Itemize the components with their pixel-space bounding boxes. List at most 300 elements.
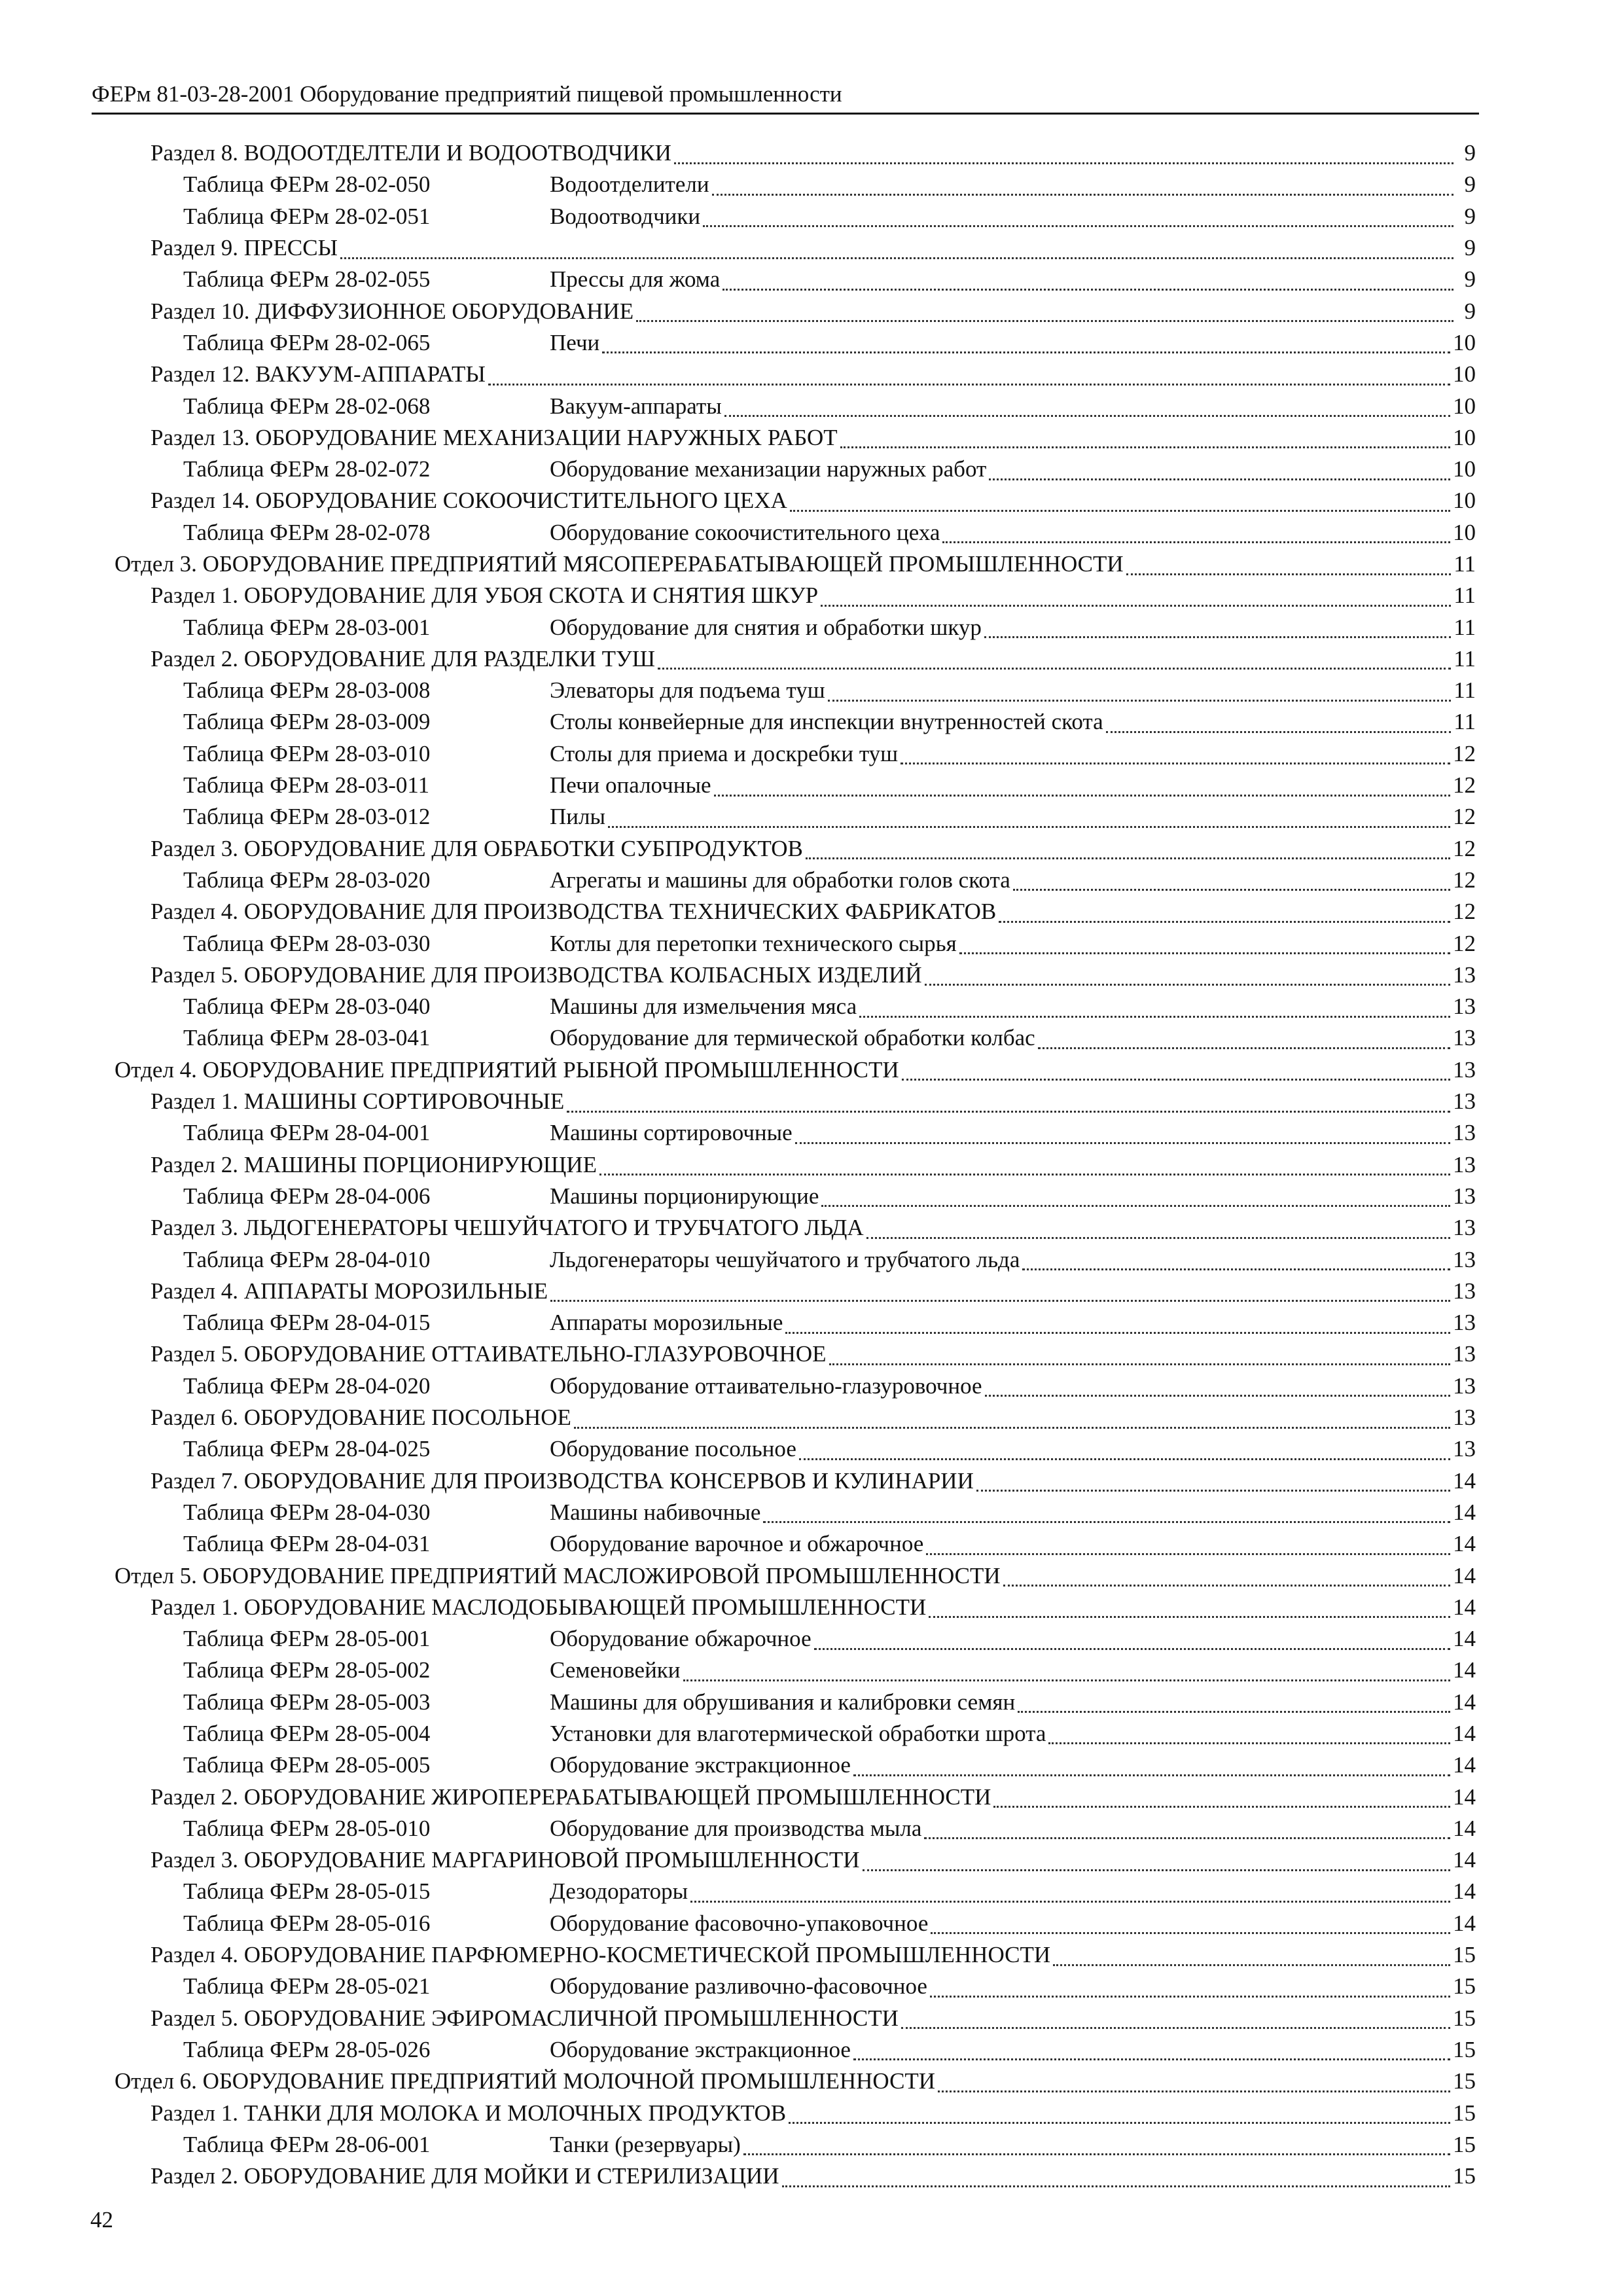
dot-leader [1013,869,1450,891]
dot-leader [866,1217,1450,1239]
dot-leader [683,1660,1450,1681]
toc-entry-table[interactable] [115,1117,1476,1149]
toc-entry-razdel[interactable] [115,2003,1476,2034]
toc-table-code: Таблица ФЕРм 28-04-006 [183,1183,431,1209]
page-header [92,73,1479,115]
toc-entry-title: Раздел 1. МАШИНЫ СОРТИРОВОЧНЫЕ [151,1088,565,1115]
toc-entry-title: Прессы для жома [550,266,721,293]
dot-leader [567,1091,1450,1113]
toc-page-number: 10 [1453,456,1476,482]
toc-page-number: 15 [1453,2100,1476,2126]
toc-entry-title: Раздел 13. ОБОРУДОВАНИЕ МЕХАНИЗАЦИИ НАРУЖНЫХ РАБОТ [151,424,838,450]
dot-leader [814,1628,1450,1650]
toc-entry-title: Раздел 1. ОБОРУДОВАНИЕ ДЛЯ УБОЯ СКОТА И СНЯТИЯ ШКУР [151,583,819,609]
dot-leader [674,143,1454,164]
toc-table-code: Таблица ФЕРм 28-03-010 [183,740,431,766]
toc-entry-table[interactable] [115,169,1476,200]
toc-entry-table[interactable] [115,1022,1476,1054]
toc-entry-title: Раздел 5. ОБОРУДОВАНИЕ ДЛЯ ПРОИЗВОДСТВА КОЛБАСНЫХ ИЗДЕЛИЙ [151,961,922,988]
toc-entry-title: Оборудование сокоочистительного цеха [550,519,940,545]
toc-entry-razdel[interactable] [115,485,1476,516]
toc-page-number: 11 [1454,551,1476,577]
toc-page-number: 12 [1453,867,1476,893]
toc-entry-title: Оборудование механизации наружных работ [550,456,987,482]
toc-table-code: Таблица ФЕРм 28-03-041 [183,1025,431,1051]
toc-entry-title: Машины сортировочные [550,1120,793,1146]
toc-page-number: 9 [1464,235,1476,261]
toc-entry-title: Печи опалочные [550,772,711,798]
toc-entry-title: Оборудование посольное [550,1436,796,1462]
toc-entry-title: Оборудование фасовочно-упаковочное [550,1910,929,1936]
dot-leader [859,996,1450,1018]
toc-entry-table[interactable] [115,517,1476,548]
dot-leader [930,1976,1450,1998]
toc-table-code: Таблица ФЕРм 28-05-016 [183,1910,431,1936]
toc-entry-razdel[interactable] [115,1465,1476,1496]
toc-entry-table[interactable] [115,1623,1476,1655]
toc-entry-razdel[interactable] [115,1781,1476,1812]
dot-leader [993,1786,1450,1808]
toc-entry-table[interactable] [115,1307,1476,1338]
toc-page-number: 11 [1454,709,1476,735]
dot-leader [722,269,1454,291]
toc-entry-table[interactable] [115,2034,1476,2066]
toc-page-number: 14 [1453,1878,1476,1905]
toc-page-number: 9 [1464,266,1476,293]
toc-page-number: 13 [1453,1436,1476,1462]
dot-leader [799,1439,1450,1460]
toc-page-number: 15 [1453,2068,1476,2094]
toc-entry-otdel[interactable] [115,1560,1476,1591]
toc-table-code: Таблица ФЕРм 28-05-003 [183,1689,431,1715]
toc-entry-table[interactable] [115,327,1476,359]
toc-entry-title: Раздел 9. ПРЕССЫ [151,235,338,261]
dot-leader [690,1881,1450,1903]
toc-page-number: 14 [1453,1657,1476,1683]
toc-entry-razdel[interactable] [115,833,1476,865]
toc-page-number: 14 [1453,1910,1476,1936]
toc-page-number: 13 [1453,1183,1476,1209]
toc-entry-table[interactable] [115,1718,1476,1749]
dot-leader [931,1912,1450,1934]
dot-leader [806,838,1450,859]
toc-page-number: 12 [1453,899,1476,925]
dot-leader [1106,711,1452,733]
toc-entry-title: Раздел 1. ТАНКИ ДЛЯ МОЛОКА И МОЛОЧНЫХ ПРОДУКТОВ [151,2100,787,2126]
toc-entry-table[interactable] [115,1181,1476,1212]
toc-table-code: Таблица ФЕРм 28-02-078 [183,519,431,545]
toc-entry-title: Печи [550,329,600,355]
toc-entry-table[interactable] [115,611,1476,643]
toc-page-number: 14 [1453,1626,1476,1652]
dot-leader [599,1154,1450,1175]
table-of-contents [115,137,1476,2192]
toc-page-number: 15 [1453,2005,1476,2031]
toc-entry-title: Раздел 6. ОБОРУДОВАНИЕ ПОСОЛЬНОЕ [151,1405,571,1431]
toc-table-code: Таблица ФЕРм 28-03-009 [183,709,431,735]
toc-page-number: 10 [1453,329,1476,355]
toc-entry-table[interactable] [115,1908,1476,1939]
dot-leader [340,238,1454,259]
toc-page-number: 14 [1453,1752,1476,1778]
dot-leader [901,743,1450,764]
dot-leader [863,1850,1450,1871]
toc-table-code: Таблица ФЕРм 28-05-005 [183,1752,431,1778]
toc-page-number: 13 [1453,1405,1476,1431]
toc-page-number: 9 [1464,203,1476,229]
toc-table-code: Таблица ФЕРм 28-02-065 [183,329,431,355]
toc-entry-title: Машины порционирующие [550,1183,819,1209]
dot-leader [574,1407,1450,1429]
toc-entry-title: Раздел 2. МАШИНЫ ПОРЦИОНИРУЮЩИЕ [151,1151,597,1177]
toc-entry-table[interactable] [115,201,1476,232]
toc-entry-table[interactable] [115,770,1476,801]
toc-page-number: 10 [1453,424,1476,450]
toc-entry-title: Столы конвейерные для инспекции внутренностей скота [550,709,1103,735]
toc-entry-title: Раздел 3. ОБОРУДОВАНИЕ ДЛЯ ОБРАБОТКИ СУБПРОДУКТОВ [151,835,803,861]
dot-leader [959,933,1450,954]
dot-leader [712,174,1454,196]
toc-page-number: 13 [1453,1341,1476,1367]
toc-page-number: 13 [1453,1025,1476,1051]
dot-leader [1053,1945,1450,1966]
dot-leader [714,775,1450,797]
toc-entry-title: Оборудование разливочно-фасовочное [550,1973,927,2000]
toc-entry-title: Оборудование оттаивательно-глазуровочное [550,1372,982,1399]
toc-entry-otdel[interactable] [115,2066,1476,2097]
dot-leader [1048,1723,1450,1744]
toc-entry-title: Отдел 6. ОБОРУДОВАНИЕ ПРЕДПРИЯТИЙ МОЛОЧНОЙ ПРОМЫШЛЕННОСТИ [115,2068,936,2094]
dot-leader [853,2039,1450,2060]
toc-page-number: 12 [1453,772,1476,798]
toc-entry-razdel[interactable] [115,2097,1476,2128]
dot-leader [636,300,1454,322]
toc-page-number: 14 [1453,1784,1476,1810]
toc-entry-table[interactable] [115,1655,1476,1686]
dot-leader [924,1818,1450,1839]
toc-entry-table[interactable] [115,264,1476,295]
dot-leader [926,1534,1450,1555]
toc-page-number: 9 [1464,298,1476,324]
toc-table-code: Таблица ФЕРм 28-02-051 [183,203,431,229]
toc-page-number: 13 [1453,1278,1476,1304]
toc-table-code: Таблица ФЕРм 28-05-001 [183,1626,431,1652]
toc-entry-title: Котлы для перетопки технического сырья [550,930,957,956]
toc-entry-razdel[interactable] [115,1086,1476,1117]
toc-page-number: 14 [1453,1594,1476,1620]
dot-leader [821,585,1451,607]
dot-leader [901,2007,1450,2029]
dot-leader [989,459,1450,480]
toc-table-code: Таблица ФЕРм 28-03-001 [183,614,431,640]
toc-entry-title: Отдел 4. ОБОРУДОВАНИЕ ПРЕДПРИЯТИЙ РЫБНОЙ ПРОМЫШЛЕННОСТИ [115,1056,899,1083]
toc-page-number: 11 [1454,677,1476,704]
toc-page-number: 10 [1453,519,1476,545]
toc-entry-razdel[interactable] [115,1844,1476,1876]
toc-page-number: 13 [1453,961,1476,988]
toc-entry-table[interactable] [115,1876,1476,1907]
toc-entry-table[interactable] [115,454,1476,485]
toc-entry-razdel[interactable] [115,2161,1476,2192]
dot-leader [1022,1249,1450,1270]
dot-leader [985,1375,1450,1397]
dot-leader [1003,1565,1450,1587]
toc-entry-title: Столы для приема и доскребки туш [550,740,899,766]
toc-entry-table[interactable] [115,1813,1476,1844]
page-number: 42 [90,2207,113,2233]
toc-page-number: 9 [1464,140,1476,166]
toc-page-number: 9 [1464,171,1476,198]
toc-entry-razdel[interactable] [115,1592,1476,1623]
toc-entry-razdel[interactable] [115,1939,1476,1971]
toc-page-number: 14 [1453,1562,1476,1588]
toc-table-code: Таблица ФЕРм 28-03-020 [183,867,431,893]
dot-leader [984,617,1451,638]
dot-leader [999,901,1450,923]
dot-leader [790,490,1450,512]
toc-entry-title: Танки (резервуары) [550,2131,741,2157]
toc-entry-table[interactable] [115,390,1476,422]
toc-table-code: Таблица ФЕРм 28-02-068 [183,393,431,419]
toc-table-code: Таблица ФЕРм 28-03-030 [183,930,431,956]
toc-table-code: Таблица ФЕРм 28-03-008 [183,677,431,704]
toc-page-number: 12 [1453,804,1476,830]
toc-entry-razdel[interactable] [115,295,1476,327]
toc-page-number: 13 [1453,1310,1476,1336]
toc-page-number: 14 [1453,1499,1476,1525]
toc-entry-table[interactable] [115,706,1476,738]
dot-leader [829,1344,1450,1365]
toc-entry-title: Раздел 2. ОБОРУДОВАНИЕ ДЛЯ МОЙКИ И СТЕРИЛИЗАЦИИ [151,2163,779,2189]
toc-entry-title: Раздел 2. ОБОРУДОВАНИЕ ДЛЯ РАЗДЕЛКИ ТУШ [151,645,656,672]
toc-page-number: 15 [1453,1973,1476,2000]
toc-page-number: 12 [1453,740,1476,766]
toc-entry-table[interactable] [115,1433,1476,1465]
toc-page-number: 15 [1453,2036,1476,2062]
dot-leader [938,2071,1450,2092]
toc-entry-table[interactable] [115,738,1476,770]
toc-entry-title: Оборудование экстракционное [550,2036,851,2062]
dot-leader [550,1280,1450,1302]
toc-entry-razdel[interactable] [115,232,1476,264]
toc-entry-razdel[interactable] [115,896,1476,927]
toc-table-code: Таблица ФЕРм 28-05-010 [183,1815,431,1841]
toc-page-number: 10 [1453,393,1476,419]
dot-leader [763,1501,1450,1523]
toc-entry-title: Водоотводчики [550,203,701,229]
toc-page-number: 14 [1453,1815,1476,1841]
toc-table-code: Таблица ФЕРм 28-04-030 [183,1499,431,1525]
toc-entry-title: Раздел 1. ОБОРУДОВАНИЕ МАСЛОДОБЫВАЮЩЕЙ ПРОМЫШЛЕННОСТИ [151,1594,927,1620]
dot-leader [840,427,1450,448]
toc-entry-title: Раздел 3. ЛЬДОГЕНЕРАТОРЫ ЧЕШУЙЧАТОГО И ТРУБЧАТОГО ЛЬДА [151,1215,864,1241]
toc-entry-title: Раздел 10. ДИФФУЗИОННОЕ ОБОРУДОВАНИЕ [151,298,634,324]
dot-leader [929,1596,1450,1618]
toc-entry-table[interactable] [115,927,1476,959]
toc-entry-razdel[interactable] [115,643,1476,675]
toc-entry-otdel[interactable] [115,548,1476,580]
toc-page-number: 12 [1453,835,1476,861]
toc-page-number: 14 [1453,1531,1476,1557]
dot-leader [821,1185,1450,1207]
toc-entry-title: Аппараты морозильные [550,1310,783,1336]
toc-entry-title: Отдел 3. ОБОРУДОВАНИЕ ПРЕДПРИЯТИЙ МЯСОПЕРЕРАБАТЫВАЮЩЕЙ ПРОМЫШЛЕННОСТИ [115,551,1124,577]
dot-leader [1038,1028,1450,1049]
toc-entry-title: Раздел 5. ОБОРУДОВАНИЕ ЭФИРОМАСЛИЧНОЙ ПРОМЫШЛЕННОСТИ [151,2005,899,2031]
toc-table-code: Таблица ФЕРм 28-03-011 [183,772,430,798]
toc-page-number: 13 [1453,994,1476,1020]
toc-entry-table[interactable] [115,1528,1476,1560]
toc-table-code: Таблица ФЕРм 28-05-004 [183,1720,431,1746]
toc-entry-title: Раздел 3. ОБОРУДОВАНИЕ МАРГАРИНОВОЙ ПРОМЫШЛЕННОСТИ [151,1847,860,1873]
toc-entry-title: Оборудование для производства мыла [550,1815,922,1841]
toc-entry-title: Оборудование для снятия и обработки шкур [550,614,982,640]
toc-page-number: 13 [1453,1372,1476,1399]
toc-entry-razdel[interactable] [115,137,1476,169]
toc-entry-title: Раздел 8. ВОДООТДЕЛТЕЛИ И ВОДООТВОДЧИКИ [151,140,671,166]
dot-leader [743,2134,1450,2155]
dot-leader [724,395,1450,417]
dot-leader [942,522,1450,543]
toc-entry-razdel[interactable] [115,359,1476,390]
dot-leader [976,1470,1450,1492]
toc-entry-title: Машины набивочные [550,1499,761,1525]
toc-table-code: Таблица ФЕРм 28-05-002 [183,1657,431,1683]
toc-table-code: Таблица ФЕРм 28-03-012 [183,804,431,830]
toc-entry-table[interactable] [115,1749,1476,1781]
dot-leader [703,206,1454,227]
toc-table-code: Таблица ФЕРм 28-04-010 [183,1246,431,1272]
toc-entry-otdel[interactable] [115,1054,1476,1086]
toc-table-code: Таблица ФЕРм 28-04-025 [183,1436,431,1462]
toc-table-code: Таблица ФЕРм 28-06-001 [183,2131,431,2157]
toc-page-number: 11 [1454,645,1476,672]
toc-entry-table[interactable] [115,2129,1476,2161]
toc-page-number: 15 [1453,1942,1476,1968]
toc-entry-title: Льдогенераторы чешуйчатого и трубчатого льда [550,1246,1020,1272]
dot-leader [828,680,1452,702]
toc-entry-title: Машины для измельчения мяса [550,994,857,1020]
toc-page-number: 11 [1454,583,1476,609]
toc-entry-title: Оборудование экстракционное [550,1752,851,1778]
toc-entry-table[interactable] [115,1244,1476,1275]
toc-page-number: 14 [1453,1847,1476,1873]
dot-leader [608,806,1450,828]
dot-leader [789,2102,1450,2124]
toc-page-number: 13 [1453,1056,1476,1083]
toc-table-code: Таблица ФЕРм 28-05-026 [183,2036,431,2062]
toc-entry-razdel[interactable] [115,422,1476,454]
toc-page-number: 12 [1453,930,1476,956]
toc-entry-table[interactable] [115,1687,1476,1718]
toc-entry-title: Элеваторы для подъема туш [550,677,825,704]
toc-entry-title: Раздел 4. ОБОРУДОВАНИЕ ДЛЯ ПРОИЗВОДСТВА ТЕХНИЧЕСКИХ ФАБРИКАТОВ [151,899,997,925]
toc-entry-razdel[interactable] [115,1149,1476,1181]
toc-page-number: 13 [1453,1151,1476,1177]
toc-page-number: 10 [1453,361,1476,387]
dot-leader [658,648,1451,670]
toc-page-number: 10 [1453,488,1476,514]
toc-entry-title: Раздел 4. АППАРАТЫ МОРОЗИЛЬНЫЕ [151,1278,548,1304]
dot-leader [853,1755,1450,1776]
dot-leader [602,332,1450,353]
toc-table-code: Таблица ФЕРм 28-04-031 [183,1531,431,1557]
toc-entry-table[interactable] [115,801,1476,833]
dot-leader [925,964,1450,986]
toc-entry-title: Агрегаты и машины для обработки голов скота [550,867,1010,893]
toc-entry-table[interactable] [115,1971,1476,2002]
toc-entry-razdel[interactable] [115,960,1476,991]
toc-entry-title: Дезодораторы [550,1878,688,1905]
toc-entry-title: Семеновейки [550,1657,681,1683]
toc-page-number: 15 [1453,2131,1476,2157]
toc-table-code: Таблица ФЕРм 28-02-055 [183,266,431,293]
document-title: ФЕРм 81-03-28-2001 Оборудование предприятий пищевой промышленности [92,81,842,107]
toc-table-code: Таблица ФЕРм 28-02-050 [183,171,431,198]
toc-table-code: Таблица ФЕРм 28-04-020 [183,1372,431,1399]
toc-entry-table[interactable] [115,1371,1476,1402]
toc-entry-title: Водоотделители [550,171,709,198]
toc-entry-title: Вакуум-аппараты [550,393,722,419]
toc-entry-title: Раздел 2. ОБОРУДОВАНИЕ ЖИРОПЕРЕРАБАТЫВАЮЩЕЙ ПРОМЫШЛЕННОСТИ [151,1784,991,1810]
toc-entry-title: Раздел 4. ОБОРУДОВАНИЕ ПАРФЮМЕРНО-КОСМЕТИЧЕСКОЙ ПРОМЫШЛЕННОСТИ [151,1942,1051,1968]
toc-page-number: 13 [1453,1088,1476,1115]
toc-page-number: 11 [1454,614,1476,640]
toc-page-number: 14 [1453,1467,1476,1494]
toc-table-code: Таблица ФЕРм 28-04-015 [183,1310,431,1336]
toc-entry-razdel[interactable] [115,580,1476,611]
toc-page-number: 15 [1453,2163,1476,2189]
dot-leader [1126,554,1452,575]
dot-leader [782,2166,1450,2187]
toc-table-code: Таблица ФЕРм 28-05-015 [183,1878,431,1905]
toc-page-number: 14 [1453,1720,1476,1746]
toc-page-number: 13 [1453,1120,1476,1146]
toc-entry-title: Машины для обрушивания и калибровки семян [550,1689,1016,1715]
toc-entry-title: Оборудование обжарочное [550,1626,812,1652]
toc-table-code: Таблица ФЕРм 28-04-001 [183,1120,431,1146]
dot-leader [785,1312,1450,1334]
toc-entry-title: Раздел 5. ОБОРУДОВАНИЕ ОТТАИВАТЕЛЬНО-ГЛАЗУРОВОЧНОЕ [151,1341,827,1367]
toc-entry-razdel[interactable] [115,1276,1476,1307]
toc-entry-title: Раздел 7. ОБОРУДОВАНИЕ ДЛЯ ПРОИЗВОДСТВА КОНСЕРВОВ И КУЛИНАРИИ [151,1467,974,1494]
toc-entry-razdel[interactable] [115,1338,1476,1370]
toc-entry-title: Оборудование для термической обработки колбас [550,1025,1035,1051]
toc-entry-table[interactable] [115,991,1476,1022]
toc-entry-title: Пилы [550,804,605,830]
toc-page-number: 13 [1453,1215,1476,1241]
toc-page-number: 14 [1453,1689,1476,1715]
toc-entry-title: Раздел 14. ОБОРУДОВАНИЕ СОКООЧИСТИТЕЛЬНОГО ЦЕХА [151,488,787,514]
toc-entry-title: Раздел 12. ВАКУУМ-АППАРАТЫ [151,361,486,387]
toc-entry-title: Установки для влаготермической обработки шрота [550,1720,1046,1746]
dot-leader [795,1122,1450,1144]
dot-leader [488,364,1450,386]
toc-table-code: Таблица ФЕРм 28-05-021 [183,1973,431,2000]
toc-entry-table[interactable] [115,1497,1476,1528]
toc-table-code: Таблица ФЕРм 28-03-040 [183,994,431,1020]
toc-entry-title: Оборудование варочное и обжарочное [550,1531,924,1557]
toc-entry-table[interactable] [115,675,1476,706]
toc-entry-razdel[interactable] [115,1212,1476,1244]
dot-leader [1018,1691,1450,1713]
toc-entry-table[interactable] [115,865,1476,896]
toc-entry-razdel[interactable] [115,1402,1476,1433]
toc-table-code: Таблица ФЕРм 28-02-072 [183,456,431,482]
toc-entry-title: Отдел 5. ОБОРУДОВАНИЕ ПРЕДПРИЯТИЙ МАСЛОЖИРОВОЙ ПРОМЫШЛЕННОСТИ [115,1562,1001,1588]
toc-page-number: 13 [1453,1246,1476,1272]
dot-leader [902,1059,1450,1081]
